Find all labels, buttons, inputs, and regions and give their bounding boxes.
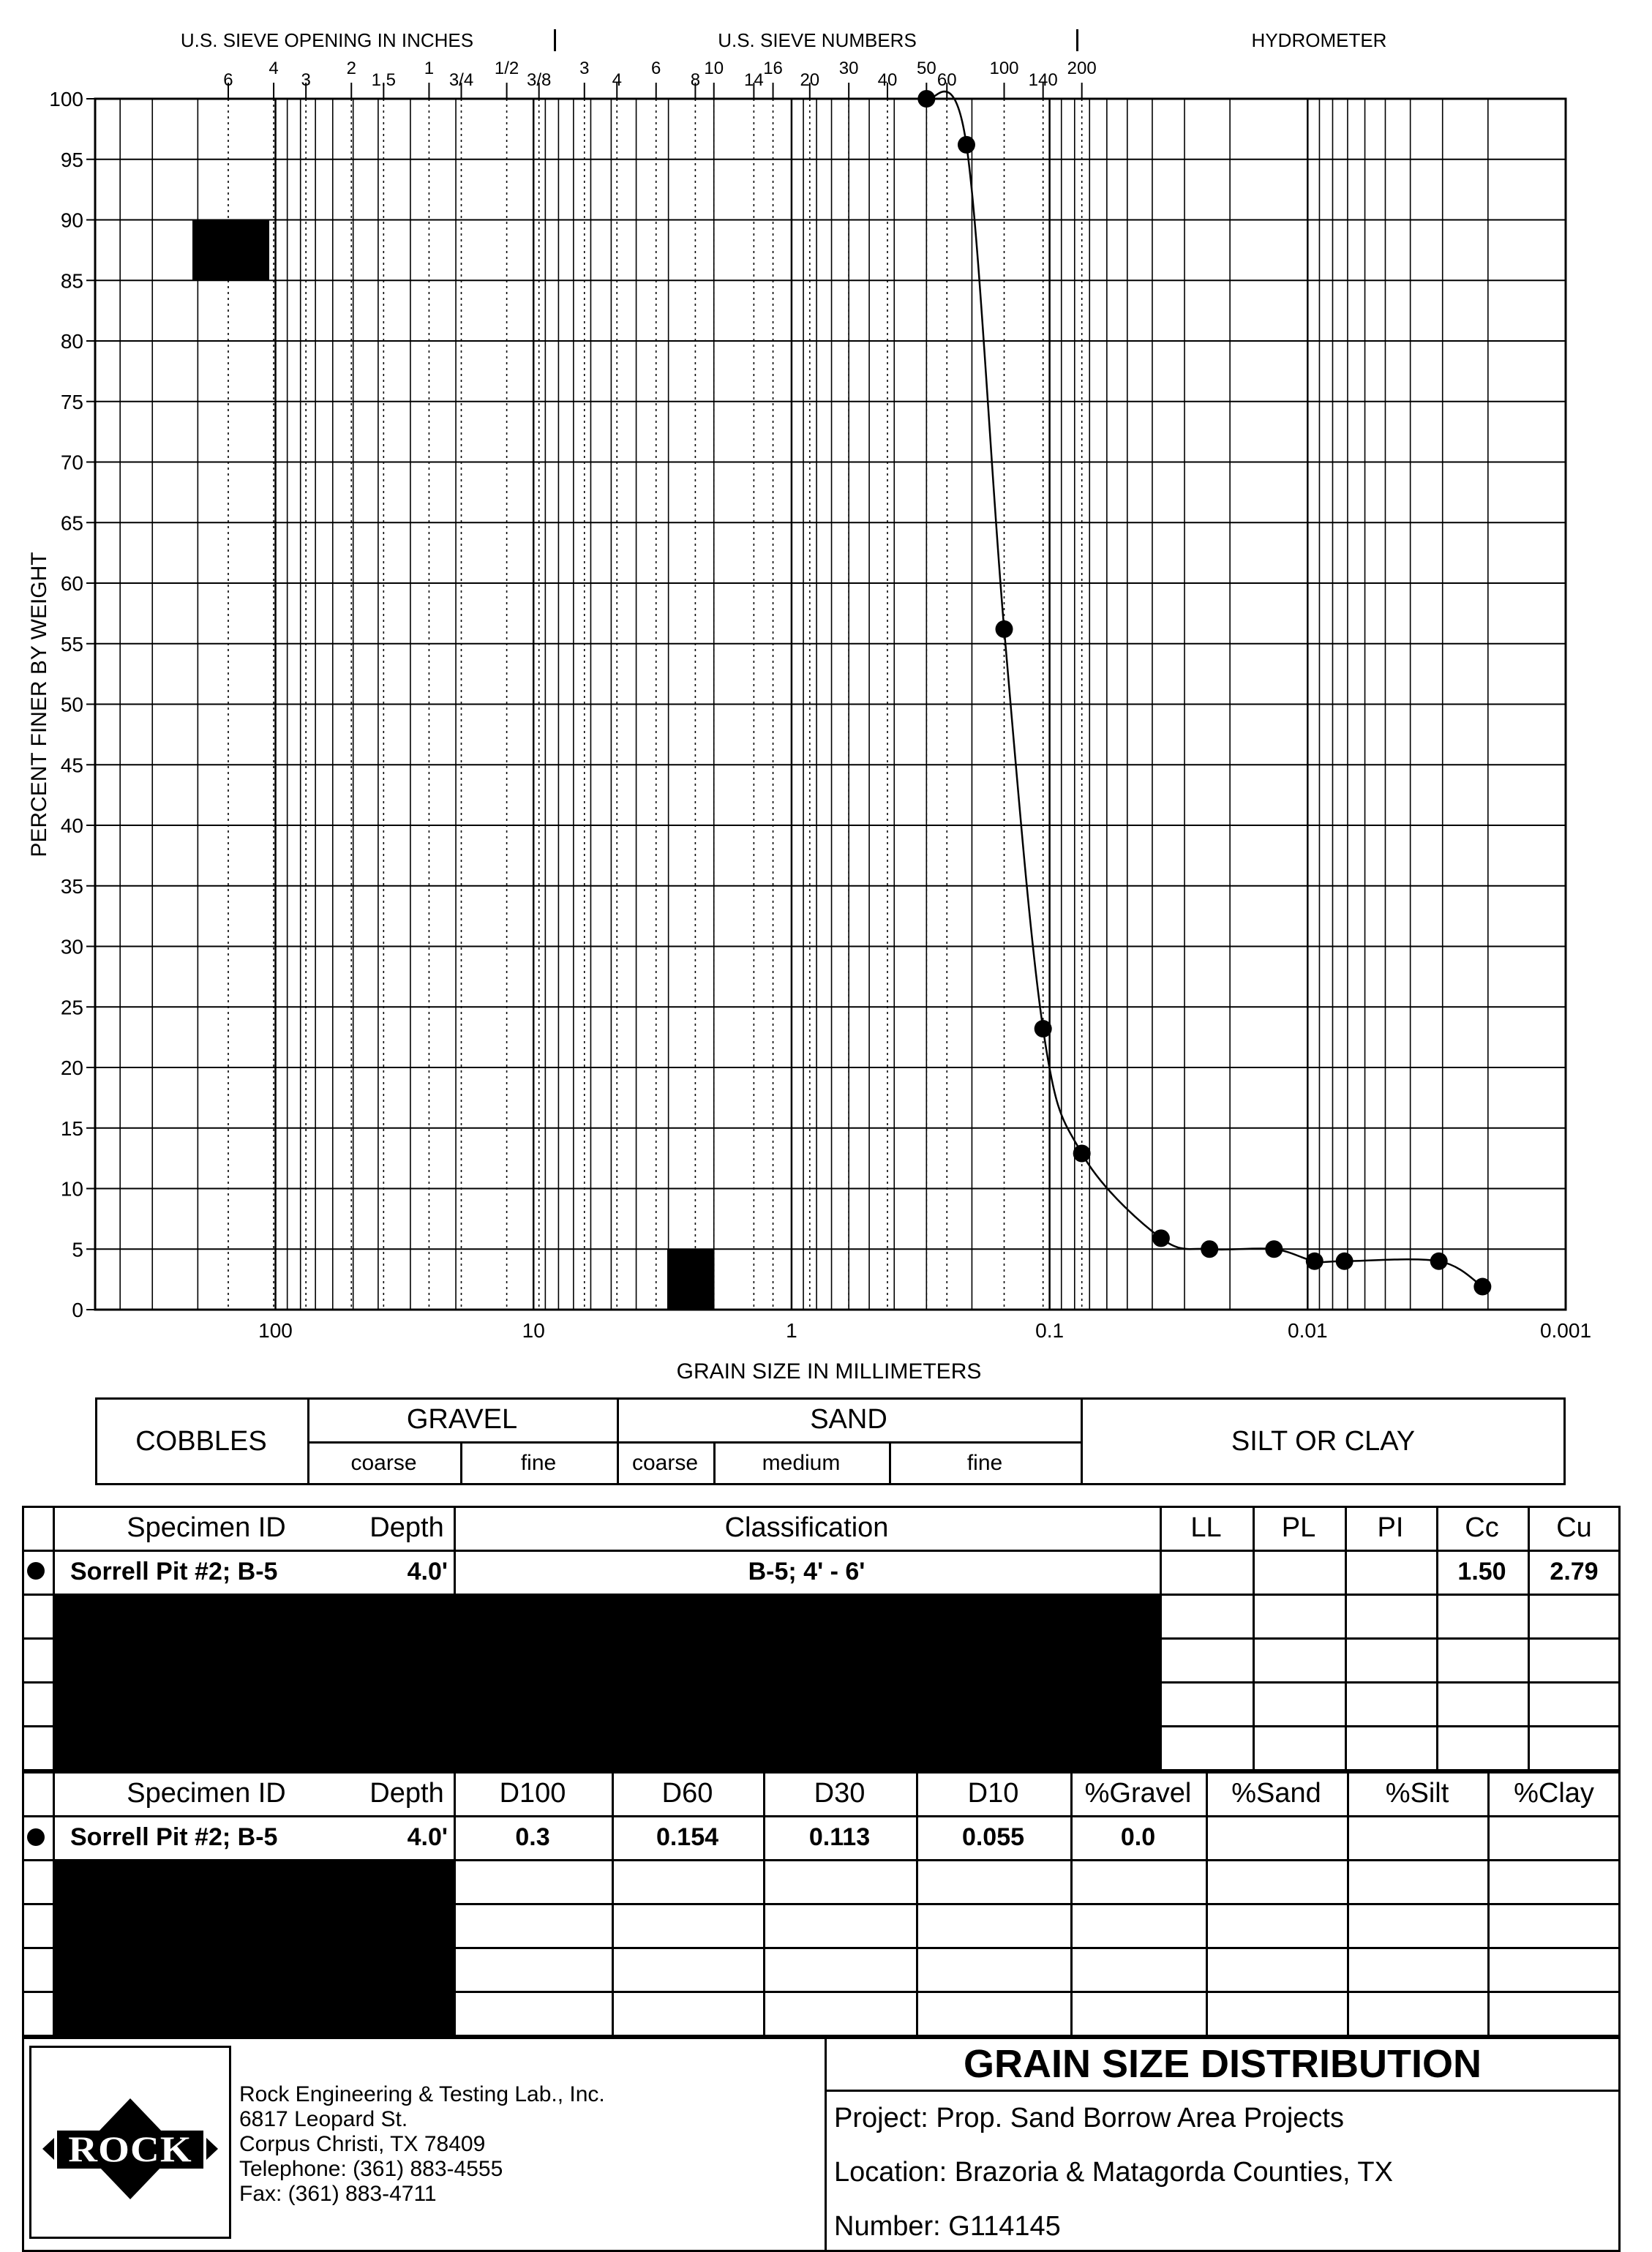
t2-redaction-block (53, 1859, 454, 2037)
top-sieve-label: 8 (690, 70, 701, 90)
t1-header-depth: Depth (369, 1512, 444, 1543)
top-sieve-label: 6 (223, 70, 233, 90)
t2-header-sand: %Sand (1231, 1777, 1321, 1809)
x-tick-label: 0.001 (1539, 1319, 1592, 1342)
top-sieve-label: 3/4 (448, 70, 474, 90)
company-telephone: Telephone: (361) 883-4555 (239, 2157, 503, 2181)
y-tick-label: 75 (60, 390, 83, 413)
footer-divider (825, 2037, 827, 2252)
t2-row-marker (27, 1828, 45, 1846)
location-line: Location: Brazoria & Matagorda Counties, TX (834, 2157, 1393, 2188)
t1-cc: 1.50 (1457, 1557, 1506, 1585)
top-sieve-label: 100 (989, 59, 1019, 78)
data-point (1201, 1240, 1218, 1258)
y-tick-label: 55 (60, 632, 83, 656)
y-tick-label: 0 (72, 1299, 83, 1321)
data-point (1073, 1145, 1091, 1163)
sand-coarse-label: coarse (631, 1451, 699, 1475)
top-sieve-label: 1/2 (494, 59, 519, 78)
top-sieve-label: 2 (346, 59, 356, 78)
y-tick-label: 30 (60, 935, 83, 958)
t2-header-specimen: Specimen ID (127, 1777, 286, 1809)
t2-d30: 0.113 (808, 1823, 871, 1851)
top-sieve-label: 4 (612, 70, 622, 90)
t1-cu: 2.79 (1550, 1557, 1599, 1585)
y-tick-label: 20 (60, 1056, 83, 1079)
t2-specimen-id: Sorrell Pit #2; B-5 (70, 1823, 278, 1851)
top-axis-group-inches: U.S. SIEVE OPENING IN INCHES (180, 29, 474, 51)
t2-header-d60: D60 (661, 1777, 713, 1809)
t1-header-cu: Cu (1556, 1512, 1592, 1543)
x-axis-title: GRAIN SIZE IN MILLIMETERS (676, 1359, 982, 1384)
logo-text: ROCK (68, 2128, 192, 2169)
top-sieve-label: 3/8 (526, 70, 552, 90)
x-tick-label: 0.01 (1288, 1319, 1328, 1342)
top-sieve-label: 30 (838, 59, 859, 78)
y-tick-label: 5 (72, 1238, 83, 1261)
y-tick-label: 50 (60, 693, 83, 716)
y-tick-label: 65 (60, 511, 83, 535)
top-sieve-label: 3 (579, 59, 590, 78)
t1-header-cc: Cc (1465, 1512, 1499, 1543)
top-axis-group-sieve-numbers: U.S. SIEVE NUMBERS (718, 29, 917, 51)
top-sieve-label: 50 (916, 59, 936, 78)
t2-header-d100: D100 (499, 1777, 566, 1809)
data-point (1473, 1278, 1491, 1296)
top-sieve-label: 60 (936, 70, 957, 90)
footer-title-rule (825, 2090, 1621, 2092)
y-tick-label: 70 (60, 451, 83, 474)
plot-redaction-block (667, 1249, 713, 1310)
data-point (1336, 1253, 1353, 1270)
y-tick-label: 100 (49, 88, 83, 110)
t2-d60: 0.154 (656, 1823, 719, 1851)
t1-redaction-block (53, 1594, 1160, 1771)
data-point (1035, 1020, 1052, 1037)
gravel-fine-label: fine (520, 1451, 557, 1475)
top-sieve-label: 1.5 (371, 70, 397, 90)
plot-redaction-block (192, 220, 269, 281)
company-fax: Fax: (361) 883-4711 (239, 2182, 437, 2206)
t2-header-d10: D10 (967, 1777, 1019, 1809)
top-sieve-label: 14 (744, 70, 764, 90)
t1-specimen-id: Sorrell Pit #2; B-5 (70, 1557, 278, 1585)
data-point (958, 136, 975, 154)
sand-label: SAND (810, 1403, 887, 1435)
gradation-curve (926, 91, 1482, 1287)
sand-fine-label: fine (966, 1451, 1003, 1475)
t2-depth: 4.0' (407, 1823, 448, 1851)
top-sieve-label: 3 (301, 70, 311, 90)
top-axis-group-hydrometer: HYDROMETER (1251, 29, 1387, 51)
t1-classification: B-5; 4' - 6' (748, 1557, 866, 1585)
cobbles-label: COBBLES (135, 1425, 267, 1457)
top-sieve-label: 6 (651, 59, 661, 78)
t1-header-classification: Classification (724, 1512, 889, 1543)
t1-header-specimen: Specimen ID (127, 1512, 286, 1543)
y-tick-label: 95 (60, 148, 83, 171)
y-tick-label: 90 (60, 209, 83, 232)
top-sieve-label: 16 (763, 59, 783, 78)
y-tick-label: 45 (60, 754, 83, 777)
data-point (1306, 1253, 1324, 1270)
t2-header-clay: %Clay (1514, 1777, 1594, 1809)
top-sieve-label: 4 (269, 59, 279, 78)
top-sieve-label: 1 (424, 59, 435, 78)
top-sieve-label: 40 (877, 70, 898, 90)
y-tick-label: 40 (60, 814, 83, 837)
data-point (1265, 1240, 1283, 1258)
t1-depth: 4.0' (407, 1557, 448, 1585)
x-tick-label: 1 (786, 1319, 797, 1342)
project-line: Project: Prop. Sand Borrow Area Projects (834, 2103, 1344, 2133)
y-tick-label: 25 (60, 996, 83, 1019)
x-tick-label: 100 (258, 1319, 293, 1342)
data-point (996, 620, 1013, 638)
company-address-2: Corpus Christi, TX 78409 (239, 2132, 486, 2156)
t1-header-pi: PI (1377, 1512, 1404, 1543)
y-axis-title: PERCENT FINER BY WEIGHT (27, 552, 51, 857)
t1-row-marker (27, 1562, 45, 1580)
t2-header-depth: Depth (369, 1777, 444, 1809)
t1-header-pl: PL (1281, 1512, 1316, 1543)
y-tick-label: 10 (60, 1177, 83, 1201)
top-sieve-label: 10 (704, 59, 724, 78)
y-tick-label: 35 (60, 874, 83, 898)
silt-or-clay-label: SILT OR CLAY (1231, 1425, 1416, 1457)
t2-d100: 0.3 (515, 1823, 550, 1851)
gravel-coarse-label: coarse (350, 1451, 417, 1475)
y-tick-label: 85 (60, 269, 83, 293)
x-tick-label: 0.1 (1035, 1319, 1065, 1342)
t2-header-gravel: %Gravel (1084, 1777, 1192, 1809)
t2-header-d30: D30 (814, 1777, 866, 1809)
number-line: Number: G114145 (834, 2211, 1061, 2242)
t1-header-ll: LL (1190, 1512, 1222, 1543)
company-address-1: 6817 Leopard St. (239, 2107, 408, 2131)
top-sieve-label: 140 (1028, 70, 1058, 90)
report-title: GRAIN SIZE DISTRIBUTION (963, 2042, 1482, 2086)
gravel-label: GRAVEL (406, 1403, 518, 1435)
top-sieve-label: 20 (800, 70, 820, 90)
y-tick-label: 60 (60, 572, 83, 595)
y-tick-label: 15 (60, 1116, 83, 1140)
top-sieve-label: 200 (1067, 59, 1097, 78)
data-point (917, 90, 935, 108)
data-point (1430, 1253, 1448, 1270)
t2-gravel-pct: 0.0 (1120, 1823, 1156, 1851)
data-point (1152, 1229, 1170, 1247)
t2-d10: 0.055 (961, 1823, 1025, 1851)
y-tick-label: 80 (60, 330, 83, 353)
sand-medium-label: medium (762, 1451, 841, 1475)
x-tick-label: 10 (522, 1319, 545, 1342)
t2-header-silt: %Silt (1385, 1777, 1449, 1809)
company-name: Rock Engineering & Testing Lab., Inc. (239, 2082, 605, 2106)
